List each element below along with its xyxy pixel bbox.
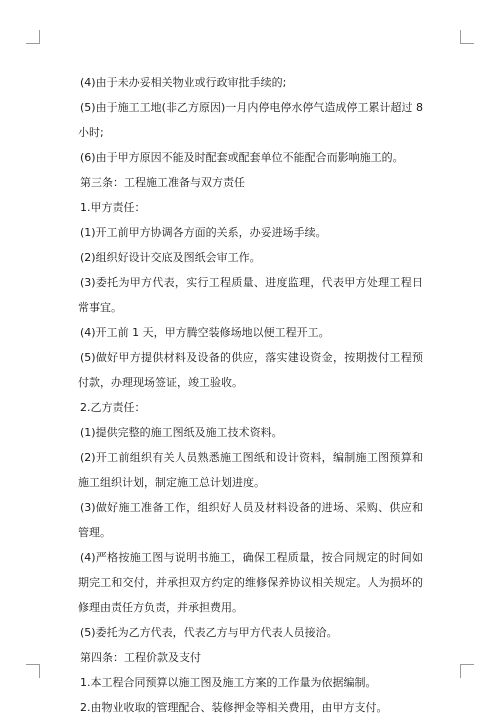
paragraph: 1.本工程合同预算以施工图及施工方案的工作量为依据编制。 [80,676,377,689]
crop-mark-top-right [460,30,474,44]
paragraph: (4)由于未办妥相关物业或行政审批手续的; [80,76,287,89]
subsection-heading: 1.甲方责任： [80,201,146,214]
paragraph: (2)组织好设计交底及图纸会审工作。 [80,251,261,264]
paragraph: (5)由于施工工地(非乙方原因)一月内停电停水停气造成停工累计超过 8 小时; [78,101,423,139]
paragraph: (3)委托为甲方代表，实行工程质量、进度监理，代表甲方处理工程日常事宜。 [78,276,423,314]
document-body [78,70,423,720]
paragraph: (3)做好施工准备工作，组织好人员及材料设备的进场、采购、供应和管理。 [78,501,423,539]
crop-mark-bottom-right [460,664,474,678]
paragraph: (4)严格按施工图与说明书施工，确保工程质量，按合同规定的时间如期完工和交付，并承担双方约定的维修保养协议相关规定。人为损坏的修理由责任方负责，并承担费用。 [78,551,423,614]
paragraph: (6)由于甲方原因不能及时配套或配套单位不能配合而影响施工的。 [80,151,404,164]
section-heading: 第三条：工程施工准备与双方责任 [80,176,245,189]
paragraph: (2)开工前组织有关人员熟悉施工图纸和设计资料，编制施工图预算和施工组织计划，制定施工总计划进度。 [78,451,423,489]
paragraph: 2.由物业收取的管理配合、装修押金等相关费用，由甲方支付。 [80,701,388,714]
crop-mark-top-left [26,30,40,44]
paragraph: (1)开工前甲方协调各方面的关系，办妥进场手续。 [80,226,327,239]
crop-mark-bottom-left [26,664,40,678]
paragraph: (4)开工前 1 天，甲方腾空装修场地以便工程开工。 [80,326,330,339]
paragraph: (5)做好甲方提供材料及设备的供应，落实建设资金，按期拨付工程预付款，办理现场签证，竣工验收。 [78,351,423,389]
section-heading: 第四条：工程价款及支付 [80,651,201,664]
subsection-heading: 2.乙方责任： [80,401,146,414]
paragraph: (5)委托为乙方代表，代表乙方与甲方代表人员接洽。 [80,626,338,639]
paragraph: (1)提供完整的施工图纸及施工技术资料。 [80,426,283,439]
